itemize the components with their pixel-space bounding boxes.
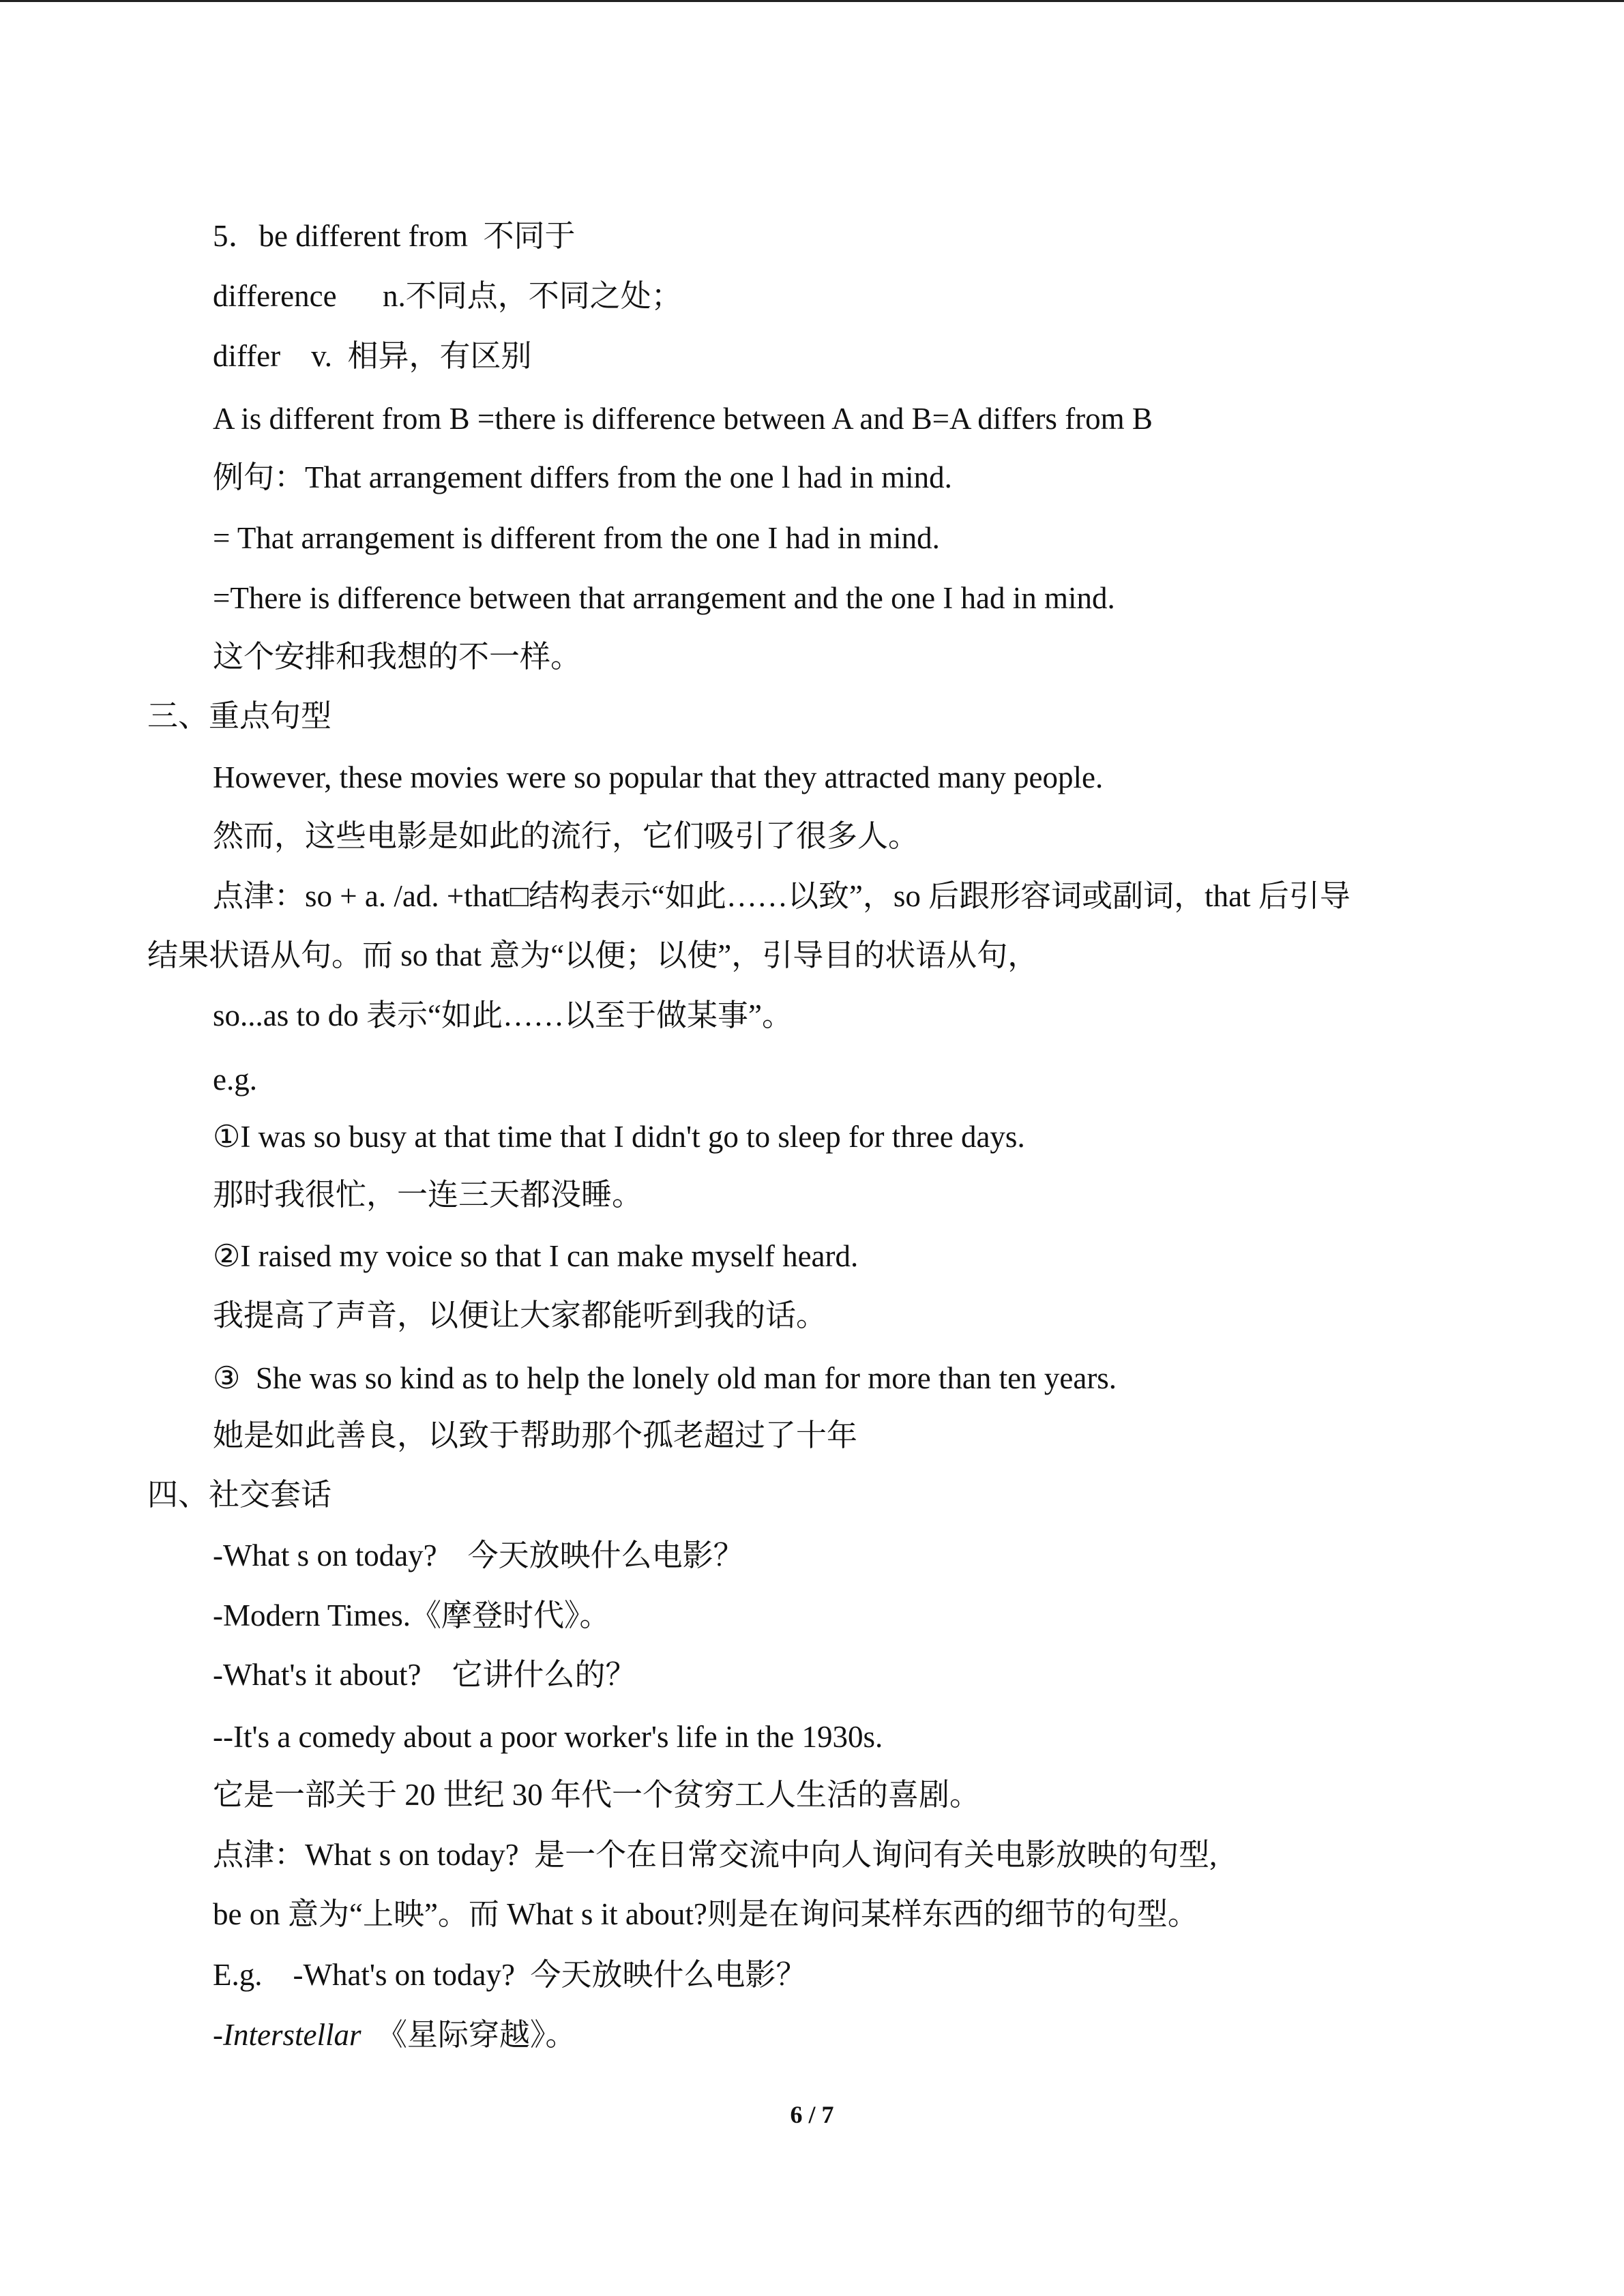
page-number: 6 / 7 <box>790 2101 834 2128</box>
text-line: e.g. <box>213 1062 257 1097</box>
text-line: difference n.不同点，不同之处； <box>213 279 682 313</box>
section-heading: 四、社交套话 <box>147 1478 332 1512</box>
text-line: However, these movies were so popular that they attracted many people. <box>213 760 1104 794</box>
text-line: 她是如此善良，以致于帮助那个孤老超过了十年 <box>213 1418 858 1452</box>
text-line-movie-title <box>213 2014 576 2055</box>
text-line: so...as to do 表示“如此……以至于做某事”。 <box>213 998 793 1032</box>
movie-title-cn: 《星际穿越》。 <box>361 2018 576 2052</box>
text-line: 点津：so + a. /ad. +that□结构表示“如此……以致”，so 后跟形容词或副词，that 后引导 <box>213 879 1350 913</box>
text-line: be on 意为“上映”。而 What s it about?则是在询问某样东西的细节的句型。 <box>213 1897 1198 1931</box>
text-line: 结果状语从句。而 so that 意为“以便；以使”，引导目的状语从句， <box>147 938 1039 972</box>
text-line: -Modern Times.《摩登时代》。 <box>213 1598 610 1632</box>
movie-title-italic: Interstellar <box>223 2018 361 2052</box>
text-line: 它是一部关于 20 世纪 30 年代一个贫穷工人生活的喜剧。 <box>213 1778 981 1812</box>
text-line: 这个安排和我想的不一样。 <box>213 640 582 674</box>
text-line: 例句：That arrangement differs from the one l had in mind. <box>213 460 952 494</box>
text-line: ②I raised my voice so that I can make myself heard. <box>213 1239 859 1273</box>
text-line: ③ She was so kind as to help the lonely old man for more than ten years. <box>213 1361 1117 1395</box>
text-line: differ v. 相异，有区别 <box>213 339 532 373</box>
section-heading: 三、重点句型 <box>147 699 332 733</box>
text-line: =There is difference between that arrangement and the one I had in mind. <box>213 581 1115 615</box>
text-line: 5．be different from 不同于 <box>213 219 576 253</box>
dash: - <box>213 2018 223 2052</box>
text-line: = That arrangement is different from the one I had in mind. <box>213 521 940 555</box>
text-line: --It's a comedy about a poor worker's life in the 1930s. <box>213 1720 883 1754</box>
top-border-line <box>0 0 1624 2</box>
text-line: 然而，这些电影是如此的流行，它们吸引了很多人。 <box>213 819 919 853</box>
text-line: E.g. -What's on today? 今天放映什么电影？ <box>213 1958 807 1992</box>
text-line: 我提高了声音，以便让大家都能听到我的话。 <box>213 1298 827 1332</box>
text-line: 点津：What s on today? 是一个在日常交流中向人询问有关电影放映的句型, <box>213 1838 1217 1872</box>
text-line: A is different from B =there is difference between A and B=A differs from B <box>213 402 1153 436</box>
text-line: ①I was so busy at that time that I didn't go to sleep for three days. <box>213 1120 1025 1154</box>
text-line: 那时我很忙，一连三天都没睡。 <box>213 1178 643 1212</box>
text-line: -What's it about? 它讲什么的？ <box>213 1658 636 1692</box>
text-line: -What s on today? 今天放映什么电影？ <box>213 1538 744 1572</box>
